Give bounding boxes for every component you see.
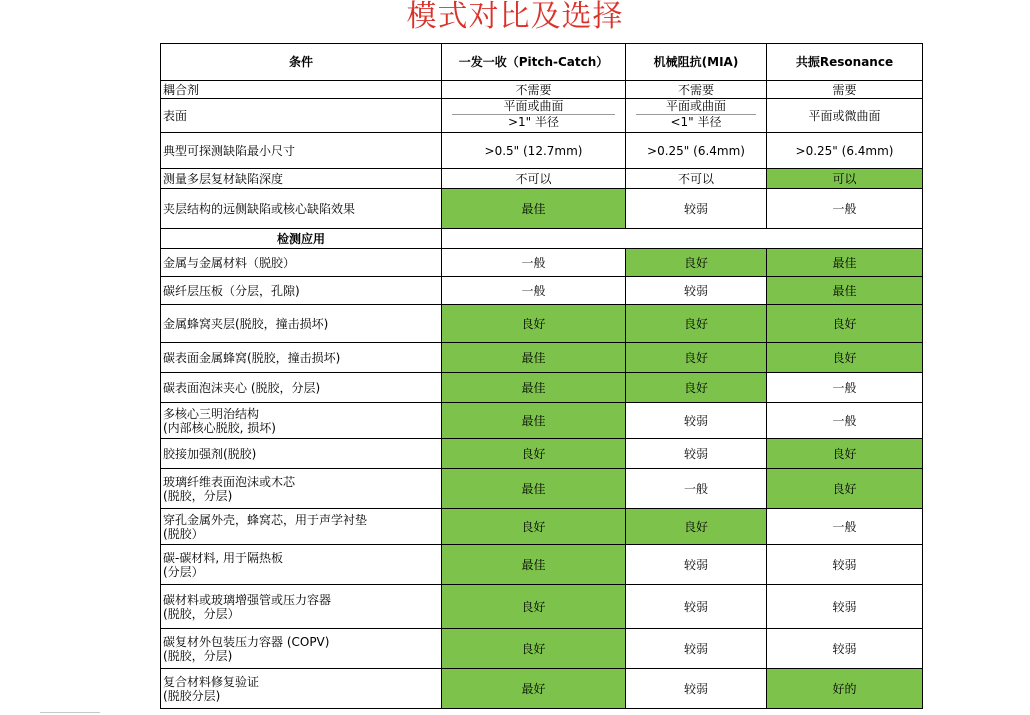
value-cell bbox=[626, 277, 767, 305]
cell-value: 平面或曲面 bbox=[665, 99, 726, 113]
section-row bbox=[161, 229, 923, 249]
cell-value: 平面或曲面 bbox=[503, 99, 564, 113]
row-label-detail: (分层） bbox=[163, 564, 204, 579]
cell-value: 良好 bbox=[832, 446, 857, 461]
row-label-detail: (脱胶分层) bbox=[163, 688, 221, 703]
value-cell bbox=[442, 81, 626, 99]
row-label: 金属蜂窝夹层(脱胶，撞击损坏) bbox=[163, 316, 329, 331]
cell-value: 良好 bbox=[683, 316, 708, 331]
table-row bbox=[161, 629, 923, 669]
table-row bbox=[161, 509, 923, 545]
value-cell bbox=[442, 545, 626, 585]
value-cell bbox=[767, 133, 923, 169]
row-label-cell bbox=[161, 305, 442, 343]
value-cell bbox=[767, 509, 923, 545]
value-cell bbox=[626, 343, 767, 373]
cell-value: 良好 bbox=[683, 380, 708, 395]
row-label-cell bbox=[161, 403, 442, 439]
table-row bbox=[161, 545, 923, 585]
value-cell bbox=[767, 545, 923, 585]
row-label-cell bbox=[161, 169, 442, 189]
value-cell bbox=[442, 509, 626, 545]
value-cell bbox=[442, 249, 626, 277]
cell-value: 一般 bbox=[832, 201, 857, 216]
table-row bbox=[161, 585, 923, 629]
value-cell bbox=[442, 469, 626, 509]
comparison-table bbox=[160, 43, 923, 709]
cell-value: 较弱 bbox=[683, 446, 708, 461]
cell-value: 良好 bbox=[832, 350, 857, 365]
cell-value: 较弱 bbox=[832, 641, 857, 656]
cell-value: 良好 bbox=[521, 316, 546, 331]
value-cell bbox=[442, 403, 626, 439]
cell-value: >0.25" (6.4mm) bbox=[795, 143, 894, 158]
cell-value: 良好 bbox=[832, 316, 857, 331]
cell-value: 良好 bbox=[521, 599, 546, 614]
value-cell bbox=[767, 373, 923, 403]
value-cell bbox=[626, 189, 767, 229]
cell-value: 良好 bbox=[683, 519, 708, 534]
cell-value: 最好 bbox=[521, 681, 546, 696]
value-cell bbox=[442, 629, 626, 669]
row-label-cell bbox=[161, 249, 442, 277]
row-label-cell bbox=[161, 469, 442, 509]
row-label: 碳表面泡沫夹心 (脱胶，分层) bbox=[163, 380, 321, 395]
row-label: 典型可探测缺陷最小尺寸 bbox=[163, 143, 296, 158]
value-cell bbox=[442, 189, 626, 229]
value-cell bbox=[442, 99, 626, 133]
row-label: 金属与金属材料（脱胶） bbox=[163, 255, 296, 270]
row-label: 表面 bbox=[163, 108, 188, 123]
row-label-cell bbox=[161, 373, 442, 403]
header-mia: 机械阻抗(MIA) bbox=[626, 44, 767, 81]
cell-value: 较弱 bbox=[683, 283, 708, 298]
row-label: 碳表面金属蜂窝(脱胶，撞击损坏) bbox=[163, 350, 341, 365]
table-row bbox=[161, 81, 923, 99]
value-cell bbox=[767, 629, 923, 669]
table-row bbox=[161, 189, 923, 229]
row-label: 碳复材外包装压力容器 (COPV) bbox=[163, 634, 330, 649]
value-cell bbox=[626, 629, 767, 669]
cell-value: 较弱 bbox=[683, 557, 708, 572]
value-cell bbox=[626, 585, 767, 629]
row-label-cell bbox=[161, 545, 442, 585]
value-cell bbox=[767, 81, 923, 99]
row-label: 碳材料或玻璃增强管或压力容器 bbox=[163, 592, 332, 607]
cell-value: 较弱 bbox=[683, 599, 708, 614]
row-label: 测量多层复材缺陷深度 bbox=[163, 171, 284, 186]
cell-value: 不可以 bbox=[515, 171, 552, 186]
row-label-cell bbox=[161, 133, 442, 169]
row-label-cell bbox=[161, 189, 442, 229]
cell-value: 良好 bbox=[521, 519, 546, 534]
row-label-detail: (脱胶） bbox=[163, 526, 204, 541]
value-cell bbox=[767, 469, 923, 509]
table-row bbox=[161, 403, 923, 439]
cell-value: >0.5" (12.7mm) bbox=[484, 143, 583, 158]
value-cell bbox=[442, 133, 626, 169]
value-cell bbox=[626, 545, 767, 585]
row-label: 碳-碳材料, 用于隔热板 bbox=[163, 550, 283, 565]
value-cell bbox=[626, 669, 767, 709]
cell-value: 不需要 bbox=[515, 82, 552, 97]
cell-value: 需要 bbox=[832, 82, 857, 97]
value-cell bbox=[767, 189, 923, 229]
table-row bbox=[161, 669, 923, 709]
row-label: 玻璃纤维表面泡沫或木芯 bbox=[163, 474, 296, 489]
cell-value: 良好 bbox=[832, 481, 857, 496]
value-cell bbox=[626, 133, 767, 169]
row-label-cell bbox=[161, 439, 442, 469]
value-cell bbox=[626, 403, 767, 439]
cell-value: 良好 bbox=[521, 446, 546, 461]
row-label-detail: (内部核心脱胶, 损坏) bbox=[163, 420, 276, 435]
table-row bbox=[161, 169, 923, 189]
row-label-cell bbox=[161, 585, 442, 629]
cell-value: >0.25" (6.4mm) bbox=[647, 143, 745, 158]
row-label: 穿孔金属外壳，蜂窝芯，用于声学衬垫 bbox=[163, 512, 368, 527]
row-label: 胶接加强剂(脱胶) bbox=[163, 446, 257, 461]
cell-value: 不需要 bbox=[677, 82, 714, 97]
table-row bbox=[161, 373, 923, 403]
cell-value: 平面或微曲面 bbox=[808, 108, 881, 123]
cell-value: 最佳 bbox=[521, 413, 546, 428]
page-title: 模式对比及选择 bbox=[406, 0, 624, 34]
cell-value: 最佳 bbox=[521, 350, 546, 365]
value-cell bbox=[626, 469, 767, 509]
cell-value: 良好 bbox=[521, 641, 546, 656]
cell-value: 最佳 bbox=[832, 283, 857, 298]
footer-line bbox=[40, 712, 100, 713]
cell-value: 不可以 bbox=[677, 171, 714, 186]
value-cell bbox=[442, 305, 626, 343]
header-row bbox=[161, 44, 923, 81]
value-cell bbox=[626, 249, 767, 277]
value-cell bbox=[767, 305, 923, 343]
cell-value: 最佳 bbox=[521, 481, 546, 496]
value-cell bbox=[767, 343, 923, 373]
value-cell bbox=[626, 373, 767, 403]
cell-value: 良好 bbox=[683, 350, 708, 365]
cell-value: 一般 bbox=[683, 481, 708, 496]
value-cell bbox=[767, 99, 923, 133]
value-cell bbox=[626, 81, 767, 99]
cell-value: 一般 bbox=[521, 255, 546, 270]
table-row bbox=[161, 305, 923, 343]
table-row bbox=[161, 469, 923, 509]
cell-value: 最佳 bbox=[521, 557, 546, 572]
value-cell bbox=[626, 169, 767, 189]
value-cell bbox=[442, 373, 626, 403]
row-label-cell bbox=[161, 629, 442, 669]
row-label-cell bbox=[161, 81, 442, 99]
cell-value: 一般 bbox=[832, 519, 857, 534]
row-label: 耦合剂 bbox=[163, 82, 200, 97]
section-empty bbox=[442, 229, 923, 249]
table-row bbox=[161, 277, 923, 305]
cell-value: 最佳 bbox=[521, 380, 546, 395]
value-cell bbox=[626, 509, 767, 545]
row-label-cell bbox=[161, 509, 442, 545]
cell-sub-value: >1" 半径 bbox=[452, 114, 615, 129]
cell-value: 较弱 bbox=[832, 599, 857, 614]
value-cell bbox=[442, 669, 626, 709]
cell-value: 较弱 bbox=[683, 681, 708, 696]
value-cell bbox=[767, 277, 923, 305]
value-cell bbox=[767, 249, 923, 277]
value-cell bbox=[626, 439, 767, 469]
value-cell bbox=[442, 277, 626, 305]
table-row bbox=[161, 99, 923, 133]
table-row bbox=[161, 249, 923, 277]
cell-sub-value: <1" 半径 bbox=[636, 114, 756, 129]
row-label: 碳纤层压板（分层，孔隙) bbox=[163, 283, 300, 298]
row-label-cell bbox=[161, 99, 442, 133]
value-cell bbox=[442, 585, 626, 629]
value-cell bbox=[767, 439, 923, 469]
cell-value: 良好 bbox=[683, 255, 708, 270]
value-cell bbox=[442, 169, 626, 189]
value-cell bbox=[767, 403, 923, 439]
table-row bbox=[161, 133, 923, 169]
row-label-detail: (脱胶，分层) bbox=[163, 648, 233, 663]
cell-value: 可以 bbox=[832, 171, 857, 186]
row-label-detail: (脱胶，分层) bbox=[163, 488, 233, 503]
table-row bbox=[161, 343, 923, 373]
cell-value: 一般 bbox=[832, 413, 857, 428]
cell-value: 较弱 bbox=[683, 413, 708, 428]
row-label-cell bbox=[161, 343, 442, 373]
value-cell bbox=[767, 169, 923, 189]
row-label: 复合材料修复验证 bbox=[163, 674, 260, 689]
value-cell bbox=[442, 439, 626, 469]
header-pitch-catch: 一发一收（Pitch-Catch） bbox=[442, 44, 626, 81]
cell-value: 一般 bbox=[521, 283, 546, 298]
value-cell bbox=[442, 343, 626, 373]
row-label-detail: (脱胶，分层） bbox=[163, 606, 240, 621]
value-cell bbox=[626, 305, 767, 343]
header-resonance: 共振Resonance bbox=[767, 44, 923, 81]
row-label: 夹层结构的远侧缺陷或核心缺陷效果 bbox=[163, 201, 356, 216]
row-label-cell bbox=[161, 669, 442, 709]
cell-value: 好的 bbox=[832, 681, 857, 696]
header-condition: 条件 bbox=[161, 44, 442, 81]
section-title: 检测应用 bbox=[161, 229, 442, 249]
cell-value: 最佳 bbox=[521, 201, 546, 216]
cell-value: 较弱 bbox=[832, 557, 857, 572]
value-cell bbox=[626, 99, 767, 133]
cell-value: 一般 bbox=[832, 380, 857, 395]
cell-value: 较弱 bbox=[683, 641, 708, 656]
row-label: 多核心三明治结构 bbox=[163, 406, 260, 421]
table-row bbox=[161, 439, 923, 469]
value-cell bbox=[767, 669, 923, 709]
value-cell bbox=[767, 585, 923, 629]
cell-value: 最佳 bbox=[832, 255, 857, 270]
cell-value: 较弱 bbox=[683, 201, 708, 216]
row-label-cell bbox=[161, 277, 442, 305]
